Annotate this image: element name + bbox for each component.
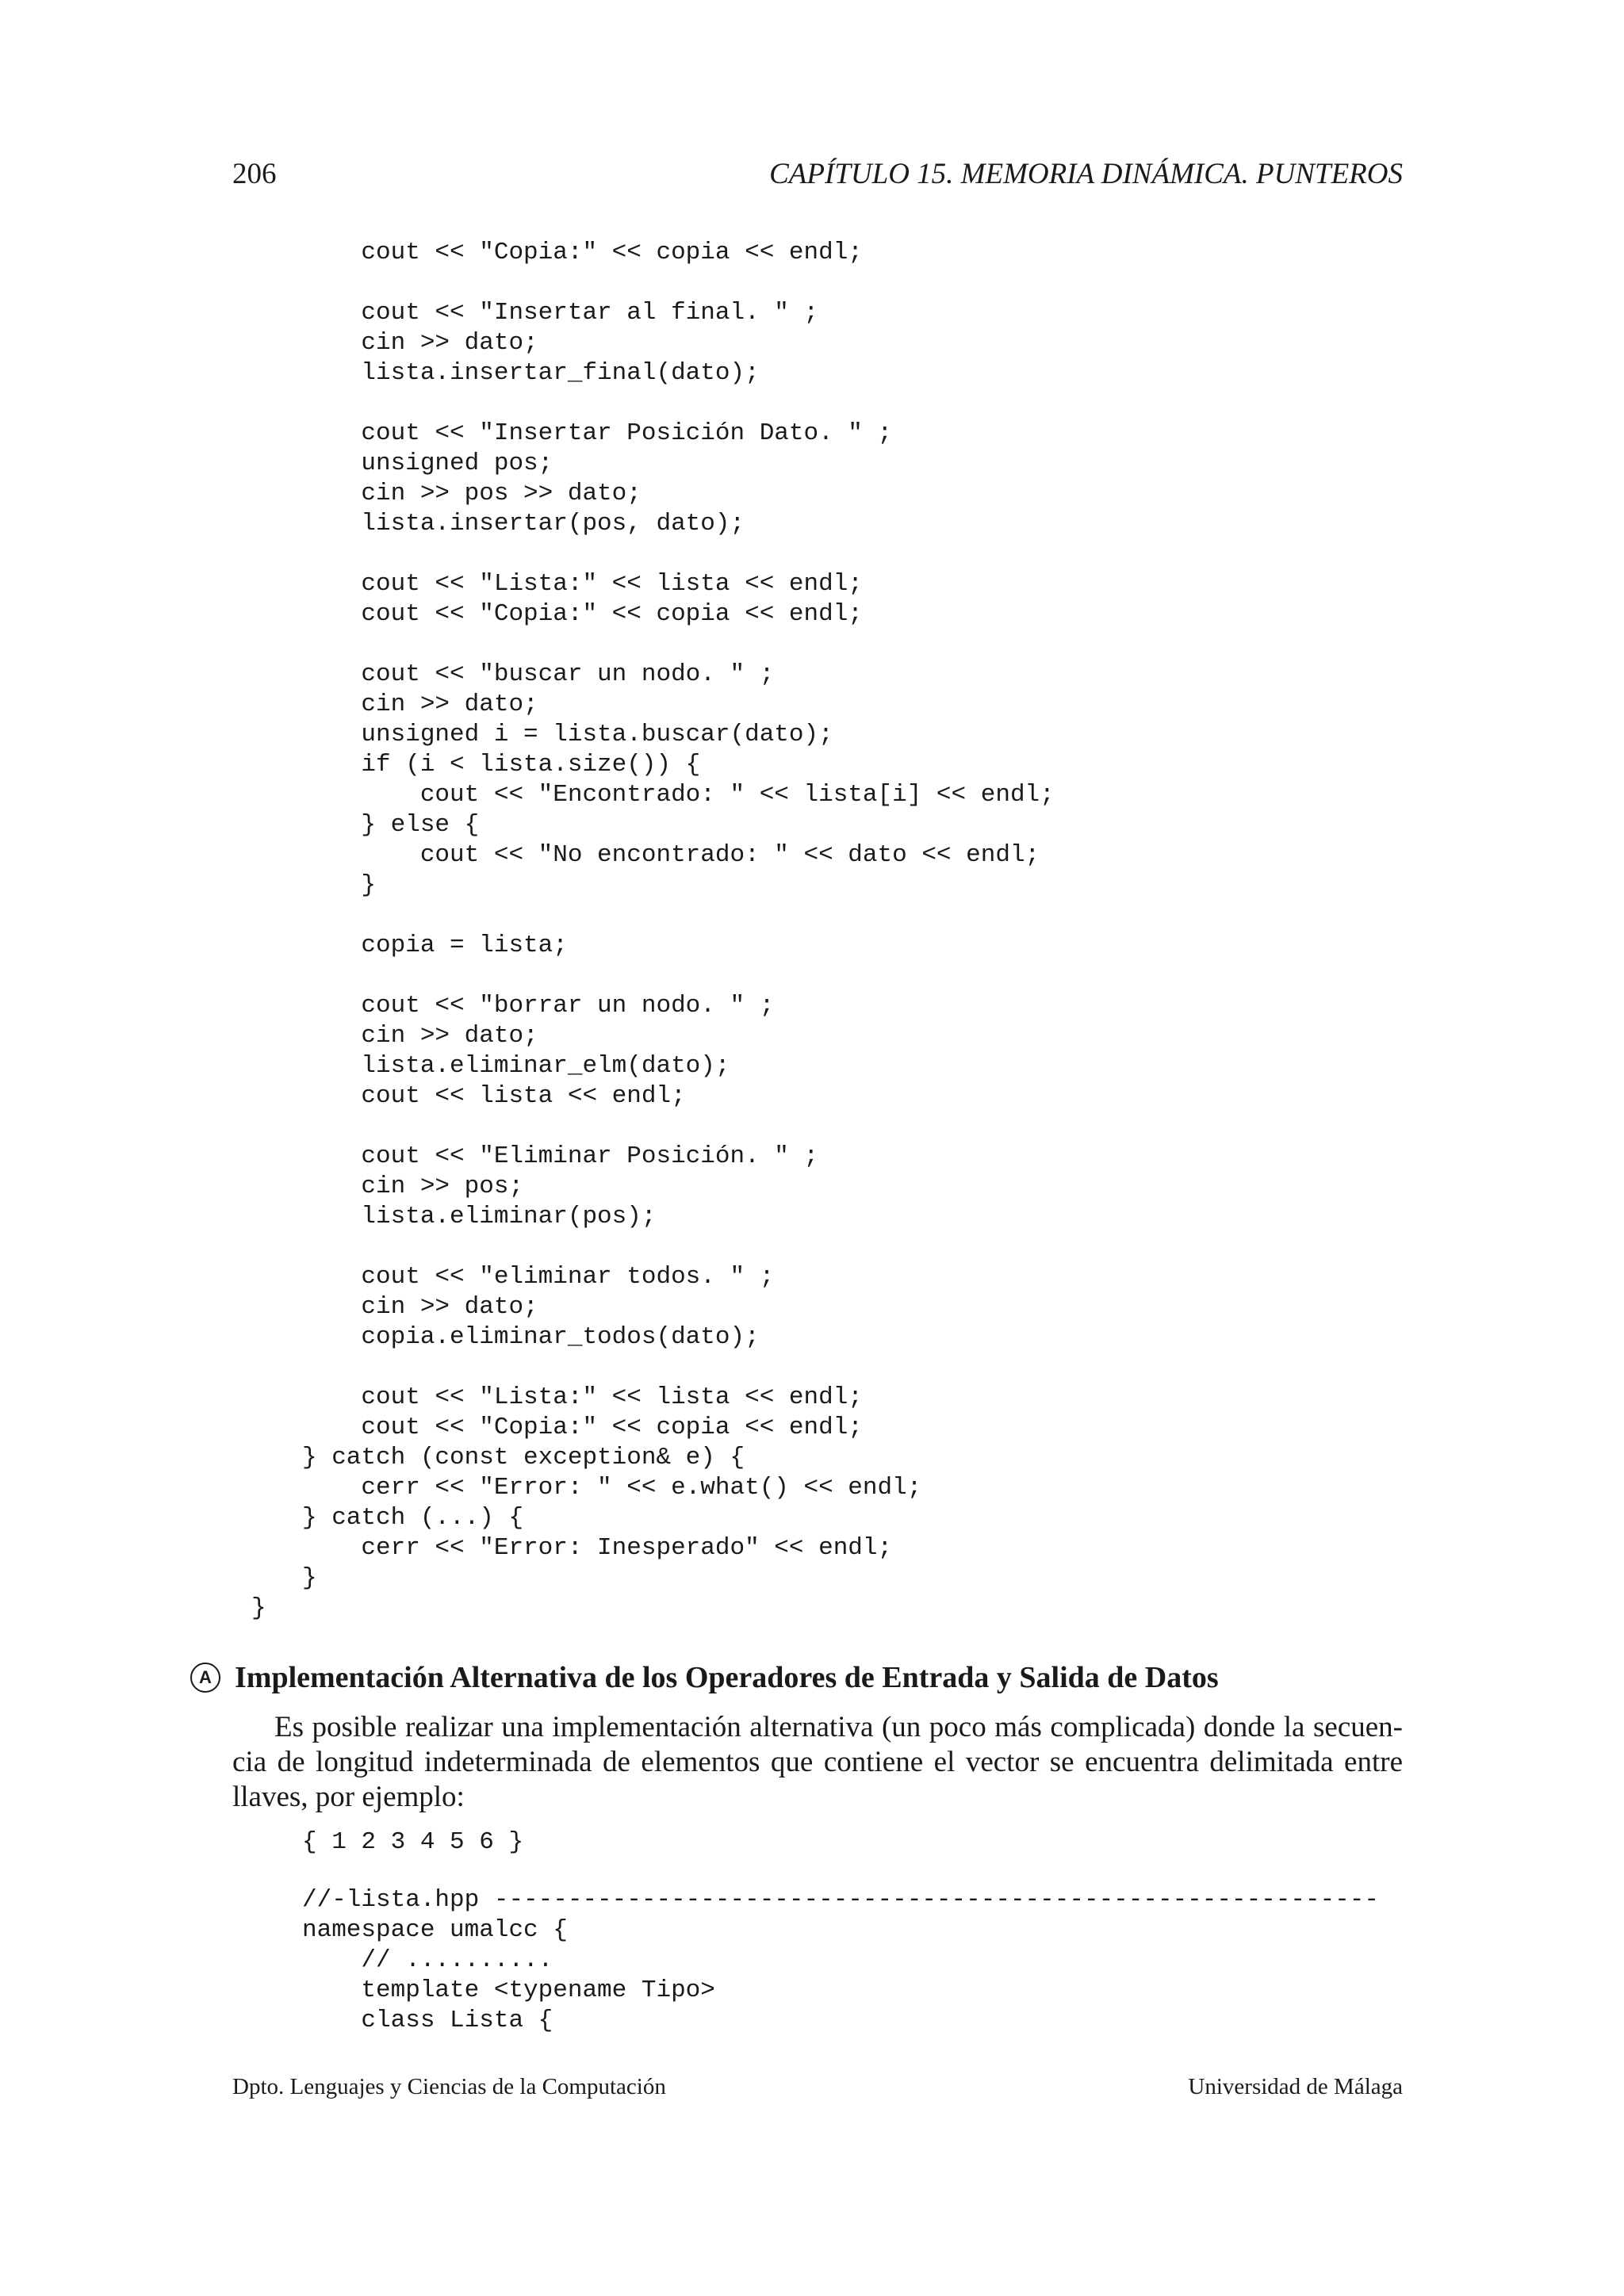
code-line: cout << "No encontrado: " << dato << endl; <box>302 841 1040 869</box>
code-line: } else { <box>302 811 480 839</box>
code-line: cout << "Copia:" << copia << endl; <box>302 1414 863 1441</box>
code-line: unsigned pos; <box>302 450 553 477</box>
code-line <box>302 268 1055 298</box>
code-line: cout << "Encontrado: " << lista[i] << endl; <box>302 781 1055 809</box>
footer-department: Dpto. Lenguajes y Ciencias de la Computación <box>232 2074 666 2099</box>
code-line: lista.insertar(pos, dato); <box>302 510 745 538</box>
body-paragraph: Es posible realizar una implementación alternativa (un poco más complicada) donde la secuen-cia de longitud indeterminada de elementos que contiene el vector se encuentra delimitada entre llaves, por ejemplo: <box>232 1711 1403 1813</box>
code-line-tail: } <box>251 1594 266 1622</box>
code-line <box>302 388 1055 419</box>
code-line: cerr << "Error: Inesperado" << endl; <box>302 1534 893 1562</box>
code-line: cout << lista << endl; <box>302 1082 686 1110</box>
code-line <box>302 901 1055 931</box>
code-line: cout << "buscar un nodo. " ; <box>302 660 775 688</box>
code-line: namespace umalcc { <box>302 1916 568 1944</box>
code-line: cout << "Lista:" << lista << endl; <box>302 570 863 598</box>
page-header <box>232 155 1403 193</box>
code-listing-main <box>251 238 1055 1624</box>
chapter-title: CAPÍTULO 15. MEMORIA DINÁMICA. PUNTEROS <box>769 158 1403 190</box>
page-number: 206 <box>232 158 277 190</box>
code-line <box>302 1232 1055 1262</box>
code-example-sequence <box>302 1827 523 1858</box>
code-line: } catch (...) { <box>302 1504 524 1532</box>
code-line: cout << "eliminar todos. " ; <box>302 1263 775 1291</box>
code-line: } <box>302 871 377 899</box>
code-line: cin >> dato; <box>302 1293 538 1321</box>
code-line: cin >> dato; <box>302 691 538 718</box>
code-line <box>302 961 1055 991</box>
code-line: cin >> dato; <box>302 1022 538 1050</box>
code-line: lista.eliminar(pos); <box>302 1203 657 1230</box>
code-line: cin >> dato; <box>302 329 538 357</box>
advanced-topic-icon: A <box>190 1663 220 1693</box>
code-line: cout << "Lista:" << lista << endl; <box>302 1383 863 1411</box>
code-line: lista.insertar_final(dato); <box>302 359 760 387</box>
section-heading <box>190 1657 1404 1698</box>
code-line: copia.eliminar_todos(dato); <box>302 1323 760 1351</box>
code-line: unsigned i = lista.buscar(dato); <box>302 721 833 748</box>
code-line: //-lista.hpp ------------------------------------------------------------ <box>302 1886 1380 1914</box>
code-line <box>302 629 1055 660</box>
code-line: cout << "borrar un nodo. " ; <box>302 992 775 1020</box>
footer-university: Universidad de Málaga <box>1188 2074 1403 2099</box>
code-line: cout << "Eliminar Posición. " ; <box>302 1142 819 1170</box>
code-line: copia = lista; <box>302 932 568 959</box>
code-line: template <typename Tipo> <box>302 1976 715 2004</box>
code-line: cin >> pos >> dato; <box>302 480 642 507</box>
code-line: } catch (const exception& e) { <box>302 1444 745 1471</box>
code-line <box>302 1353 1055 1383</box>
code-line: } <box>302 1564 317 1592</box>
code-line: if (i < lista.size()) { <box>302 751 701 779</box>
code-line: cout << "Copia:" << copia << endl; <box>302 600 863 628</box>
code-line: { 1 2 3 4 5 6 } <box>302 1828 524 1856</box>
code-line: class Lista { <box>302 2007 553 2034</box>
page-footer <box>232 2071 1403 2103</box>
code-line: cin >> pos; <box>302 1173 524 1200</box>
code-line: cout << "Insertar al final. " ; <box>302 299 819 327</box>
section-alternative-implementation <box>190 1657 1404 1698</box>
code-line: // .......... <box>302 1946 553 1974</box>
code-listing-lista-hpp <box>302 1885 1379 2036</box>
code-line <box>302 1112 1055 1142</box>
code-line: cerr << "Error: " << e.what() << endl; <box>302 1474 922 1502</box>
code-line: cout << "Insertar Posición Dato. " ; <box>302 419 893 447</box>
code-line <box>302 539 1055 569</box>
code-line: cout << "Copia:" << copia << endl; <box>302 239 863 266</box>
code-line: lista.eliminar_elm(dato); <box>302 1052 730 1080</box>
section-title: Implementación Alternativa de los Operadores de Entrada y Salida de Datos <box>235 1661 1219 1694</box>
